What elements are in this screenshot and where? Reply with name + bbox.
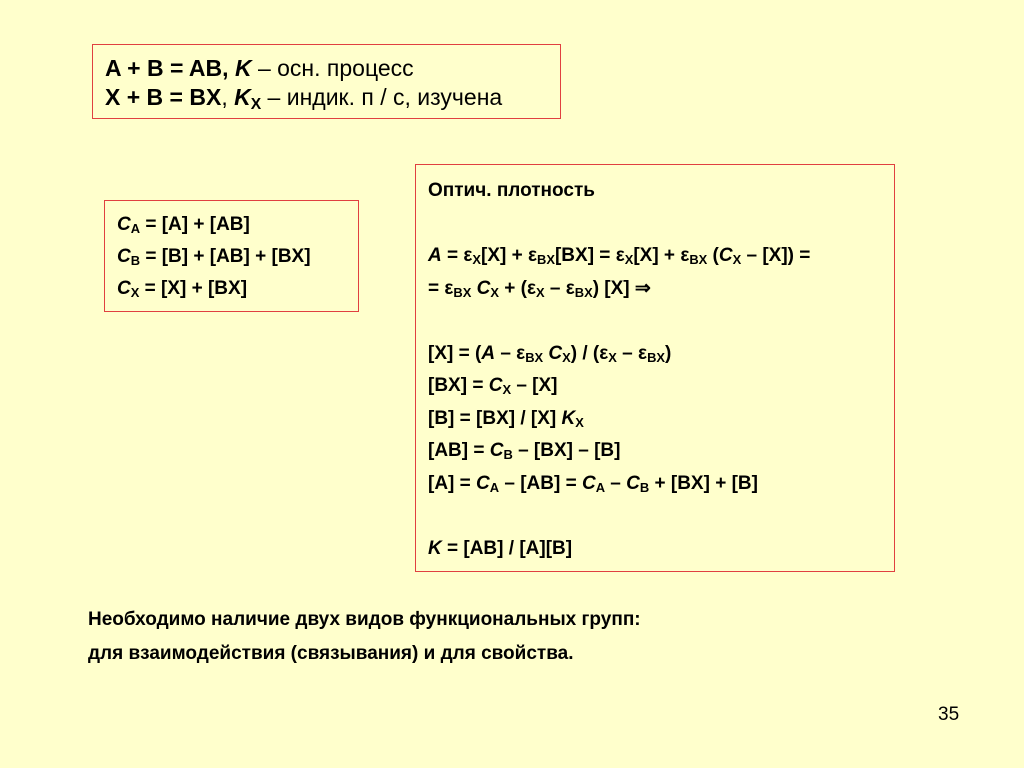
indicator-line [105, 83, 560, 112]
epsilon-symbol: ε [463, 245, 473, 266]
main-process-description: – осн. процесс [251, 55, 414, 81]
absorbance-equation: $A = \varepsilon_X[X] + \varepsilon_{BX}[BX] = \varepsilon_X[X] + \varepsilon_{BX}$ $(C_X - [X])$ = [428, 245, 811, 268]
ab-concentration-equation: $[AB] = C_B - [BX] - [B]$ [428, 440, 621, 463]
main-equation: A + B = AB, [105, 55, 229, 81]
indicator-constant-subscript: X [250, 95, 262, 113]
balance-line-x [117, 273, 358, 305]
indicator-equation: X + B = BX [105, 84, 222, 110]
epsilon-symbol: ε [444, 277, 454, 299]
epsilon-symbol: ε [565, 277, 575, 299]
epsilon-symbol: ε [638, 342, 648, 364]
balance-line-a [117, 209, 358, 241]
balance-sub: A [130, 221, 141, 237]
main-constant: K [234, 55, 252, 81]
balance-var: C [117, 246, 131, 267]
x-concentration-equation: $[X] = (A - \varepsilon_{BX}$ $C_X) / (\varepsilon_X - \varepsilon_{BX})$ [428, 342, 672, 365]
epsilon-symbol: ε [680, 245, 690, 266]
optical-title: Оптич. плотность [428, 180, 595, 201]
mass-balance-box [104, 200, 359, 312]
balance-rhs: = [A] + [AB] [140, 214, 250, 235]
balance-rhs: = [X] + [BX] [139, 278, 248, 299]
indicator-description: – индик. п / с, изучена [261, 84, 503, 110]
balance-line-b [117, 241, 358, 273]
epsilon-symbol: ε [615, 245, 625, 266]
epsilon-symbol: ε [528, 245, 538, 266]
balance-sub: B [130, 253, 141, 269]
page-number: 35 [938, 704, 960, 725]
bx-concentration-equation: $[BX] = C_X - [X]$ [428, 375, 558, 398]
conclusion-line-2: для взаимодействия (связывания) и для свойства. [88, 643, 574, 664]
balance-var: C [117, 214, 131, 235]
implies-arrow: ⇒ [634, 277, 651, 299]
optical-density-box [415, 164, 895, 572]
absorbance-equation-cont: = $\varepsilon_{BX}$ $C_X + (\varepsilon_X - \varepsilon_{BX})$ [X] ⇒ [428, 277, 651, 300]
indicator-constant: K [234, 84, 251, 110]
conclusion-line-1: Необходимо наличие двух видов функциональных групп: [88, 609, 641, 630]
epsilon-symbol: ε [599, 342, 609, 364]
b-concentration-equation: [B] = [BX] / [X] $K_X$ [428, 407, 584, 430]
a-concentration-equation: $[A] = C_A - [AB] = C_A - C_B + [BX] + [B]$ [428, 472, 758, 495]
balance-var: C [117, 278, 131, 299]
main-process-line [105, 54, 560, 83]
epsilon-symbol: ε [526, 277, 536, 299]
reaction-equations-box [92, 44, 561, 119]
balance-sub: X [130, 285, 140, 301]
epsilon-symbol: ε [516, 342, 526, 364]
indicator-comma: , [221, 84, 235, 110]
conclusion-text [88, 603, 641, 671]
balance-rhs: = [B] + [AB] + [BX] [140, 246, 311, 267]
k-constant-equation: K = [AB] / [A][B] [428, 537, 573, 559]
